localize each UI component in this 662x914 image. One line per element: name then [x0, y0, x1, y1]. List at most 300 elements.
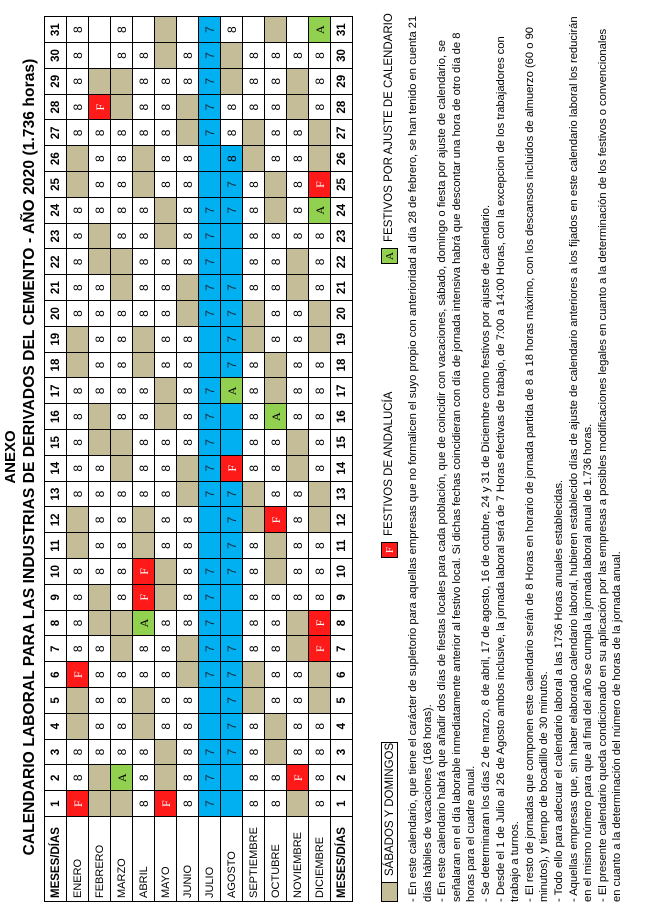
month-row — [287, 17, 309, 902]
weekend-cell — [133, 146, 155, 172]
weekend-cell — [155, 559, 177, 585]
work-day-cell: 8 — [111, 507, 133, 533]
weekend-cell — [133, 507, 155, 533]
weekend-cell — [309, 301, 331, 327]
day-number: 14 — [331, 455, 353, 481]
weekend-cell — [89, 404, 111, 430]
intensive-day-cell: 7 — [221, 481, 243, 507]
intensive-day-cell: 7 — [221, 197, 243, 223]
note-paragraph: - Se determinaran los días 2 de marzo, 8 de abril, 17 de agosto, 16 de octubre, 24 y 31 de Diciembre como festivos por ajuste de calendario. — [479, 204, 492, 902]
weekend-cell — [287, 455, 309, 481]
work-day-cell: 8 — [89, 507, 111, 533]
work-day-cell: 8 — [243, 94, 265, 120]
day-number: 27 — [45, 120, 67, 146]
weekend-cell — [243, 301, 265, 327]
weekend-cell — [221, 430, 243, 456]
work-day-cell: 8 — [309, 378, 331, 404]
work-day-cell: 8 — [133, 481, 155, 507]
work-day-cell: 8 — [265, 68, 287, 94]
work-day-cell: 8 — [265, 223, 287, 249]
andalucia-swatch: F — [381, 542, 398, 558]
intensive-day-cell: 7 — [221, 507, 243, 533]
work-day-cell: 8 — [67, 481, 89, 507]
work-day-cell: 8 — [89, 275, 111, 301]
intensive-day-cell: 7 — [221, 713, 243, 739]
work-day-cell: 8 — [287, 197, 309, 223]
weekend-cell — [177, 94, 199, 120]
day-number: 28 — [331, 94, 353, 120]
note-paragraph: - El presente calendario queda condicionado en su aplicación por las empresas a posibles modificaciones legales en cuanto a la determinación de los festivos o convencionales en cuanto a la determinación del número de horas de la jornada anual. — [596, 28, 624, 902]
work-day-cell: 8 — [133, 662, 155, 688]
day-number: 11 — [331, 533, 353, 559]
work-day-cell: 8 — [133, 404, 155, 430]
weekend-cell — [155, 584, 177, 610]
work-day-cell: 8 — [133, 791, 155, 817]
weekend-cell — [111, 94, 133, 120]
day-number: 7 — [45, 636, 67, 662]
weekend-cell — [67, 146, 89, 172]
page-title: CALENDARIO LABORAL PARA LAS INDUSTRIAS DE DERIVADOS DEL CEMENTO - AÑO 2020 (1.736 horas) — [21, 58, 38, 856]
work-day-cell: 8 — [155, 146, 177, 172]
work-day-cell: 8 — [177, 352, 199, 378]
weekend-cell — [243, 662, 265, 688]
work-day-cell: 8 — [309, 275, 331, 301]
ajuste-swatch: A — [381, 248, 398, 264]
day-number: 8 — [45, 610, 67, 636]
work-day-cell: 8 — [177, 172, 199, 198]
month-row — [221, 17, 243, 902]
weekend-cell — [265, 172, 287, 198]
work-day-cell: 8 — [177, 223, 199, 249]
anexo-heading: ANEXO — [2, 430, 19, 484]
weekend-cell — [111, 791, 133, 817]
weekend-cell — [199, 146, 221, 172]
empty-cell — [133, 17, 155, 43]
work-day-cell: 8 — [265, 326, 287, 352]
weekend-cell — [89, 430, 111, 456]
weekend-cell — [287, 68, 309, 94]
work-day-cell: 8 — [243, 610, 265, 636]
work-day-cell: 8 — [155, 481, 177, 507]
intensive-day-cell: 7 — [221, 662, 243, 688]
month-row — [309, 17, 331, 902]
intensive-day-cell: 7 — [199, 584, 221, 610]
work-day-cell: 8 — [67, 223, 89, 249]
work-day-cell: 8 — [309, 249, 331, 275]
weekend-cell — [111, 430, 133, 456]
month-name: DICIEMBRE — [309, 817, 331, 902]
intensive-day-cell: 7 — [199, 610, 221, 636]
weekend-cell — [177, 636, 199, 662]
work-day-cell: 8 — [89, 481, 111, 507]
work-day-cell: 8 — [155, 120, 177, 146]
work-day-cell: 8 — [287, 713, 309, 739]
day-number: 12 — [45, 507, 67, 533]
work-day-cell: 8 — [111, 172, 133, 198]
work-day-cell: 8 — [155, 430, 177, 456]
work-day-cell: 8 — [111, 352, 133, 378]
work-day-cell: 8 — [155, 713, 177, 739]
work-day-cell: 8 — [133, 120, 155, 146]
work-day-cell: 8 — [243, 765, 265, 791]
work-day-cell: 8 — [67, 455, 89, 481]
work-day-cell: 8 — [111, 223, 133, 249]
weekend-cell — [89, 584, 111, 610]
weekend-cell — [111, 636, 133, 662]
work-day-cell: 8 — [89, 146, 111, 172]
work-day-cell: 8 — [287, 146, 309, 172]
work-day-cell: 8 — [177, 249, 199, 275]
work-day-cell: 8 — [265, 455, 287, 481]
work-day-cell: 8 — [67, 610, 89, 636]
weekend-cell — [221, 223, 243, 249]
month-row — [243, 17, 265, 902]
work-day-cell: 8 — [89, 455, 111, 481]
work-day-cell: 8 — [111, 197, 133, 223]
work-day-cell: 8 — [265, 481, 287, 507]
month-name: JULIO — [199, 817, 221, 902]
work-day-cell: 8 — [265, 43, 287, 69]
work-day-cell: 8 — [155, 249, 177, 275]
day-number: 1 — [45, 791, 67, 817]
work-day-cell: 8 — [243, 378, 265, 404]
day-number: 3 — [45, 739, 67, 765]
work-day-cell: 8 — [243, 172, 265, 198]
weekend-cell — [221, 765, 243, 791]
weekend-cell — [177, 120, 199, 146]
month-row — [199, 17, 221, 902]
work-day-cell: 8 — [309, 68, 331, 94]
day-number: 24 — [45, 197, 67, 223]
work-day-cell: 8 — [177, 688, 199, 714]
work-day-cell: 8 — [67, 43, 89, 69]
work-day-cell: 8 — [133, 275, 155, 301]
ajuste-holiday-cell: A — [221, 378, 243, 404]
work-day-cell: 8 — [111, 584, 133, 610]
work-day-cell: 8 — [265, 662, 287, 688]
day-number: 21 — [45, 275, 67, 301]
weekend-cell — [309, 662, 331, 688]
day-number: 16 — [331, 404, 353, 430]
work-day-cell: 8 — [89, 662, 111, 688]
weekend-cell — [155, 378, 177, 404]
ajuste-legend-label: FESTIVOS POR AJUSTE DE CALENDARIO — [383, 13, 395, 242]
weekend-cell — [177, 481, 199, 507]
weekend-cell — [155, 17, 177, 43]
weekend-cell — [177, 301, 199, 327]
weekend-cell — [67, 172, 89, 198]
note-paragraph: - Todo ello para adecuar el calendario laboral a las 1736 Horas anuales establecidas. — [552, 479, 565, 902]
intensive-day-cell: 7 — [199, 662, 221, 688]
work-day-cell: 8 — [265, 688, 287, 714]
work-day-cell: 8 — [111, 326, 133, 352]
month-name: NOVIEMBRE — [287, 817, 309, 902]
day-number: 19 — [45, 326, 67, 352]
weekend-cell — [89, 223, 111, 249]
work-day-cell: 8 — [287, 223, 309, 249]
day-number: 30 — [45, 43, 67, 69]
work-day-cell: 8 — [111, 120, 133, 146]
work-day-cell: 8 — [287, 688, 309, 714]
intensive-day-cell: 7 — [221, 688, 243, 714]
work-day-cell: 8 — [177, 533, 199, 559]
day-number: 14 — [45, 455, 67, 481]
month-name: JUNIO — [177, 817, 199, 902]
weekend-cell — [67, 713, 89, 739]
intensive-day-cell: 7 — [221, 352, 243, 378]
intensive-day-cell: 7 — [199, 739, 221, 765]
work-day-cell: 8 — [89, 301, 111, 327]
work-day-cell: 8 — [287, 404, 309, 430]
work-day-cell: 8 — [243, 43, 265, 69]
intensive-day-cell: 7 — [199, 68, 221, 94]
andalucia-holiday-cell: F — [67, 791, 89, 817]
intensive-day-cell: 7 — [199, 249, 221, 275]
work-day-cell: 8 — [309, 94, 331, 120]
empty-cell — [287, 17, 309, 43]
day-number: 29 — [45, 68, 67, 94]
day-number: 5 — [331, 688, 353, 714]
day-number: 28 — [45, 94, 67, 120]
weekend-cell — [133, 713, 155, 739]
weekend-cell — [309, 326, 331, 352]
work-day-cell: 8 — [177, 378, 199, 404]
work-day-cell: 8 — [309, 43, 331, 69]
intensive-day-cell: 7 — [199, 94, 221, 120]
work-day-cell: 8 — [265, 791, 287, 817]
work-day-cell: 8 — [67, 120, 89, 146]
work-day-cell: 8 — [89, 197, 111, 223]
intensive-day-cell: 7 — [199, 301, 221, 327]
work-day-cell: 8 — [177, 43, 199, 69]
day-number: 15 — [45, 430, 67, 456]
work-day-cell: 8 — [287, 584, 309, 610]
work-day-cell: 8 — [111, 146, 133, 172]
day-number: 17 — [45, 378, 67, 404]
work-day-cell: 8 — [155, 352, 177, 378]
ajuste-holiday-cell: A — [133, 610, 155, 636]
work-day-cell: 8 — [133, 197, 155, 223]
weekend-cell — [111, 275, 133, 301]
work-day-cell: 8 — [287, 533, 309, 559]
work-day-cell: 8 — [309, 791, 331, 817]
work-day-cell: 8 — [287, 172, 309, 198]
work-day-cell: 8 — [155, 326, 177, 352]
day-number: 19 — [331, 326, 353, 352]
empty-cell — [89, 17, 111, 43]
intensive-day-cell: 7 — [199, 455, 221, 481]
work-day-cell: 8 — [243, 275, 265, 301]
work-day-cell: 8 — [265, 610, 287, 636]
weekend-cell — [287, 249, 309, 275]
andalucia-holiday-cell: F — [309, 172, 331, 198]
weekend-cell — [89, 68, 111, 94]
weekend-cell — [67, 507, 89, 533]
weekend-cell — [67, 352, 89, 378]
weekend-cell — [199, 352, 221, 378]
work-day-cell: 8 — [265, 636, 287, 662]
weekend-cell — [221, 584, 243, 610]
work-day-cell: 8 — [111, 404, 133, 430]
work-day-cell: 8 — [89, 739, 111, 765]
work-day-cell: 8 — [287, 481, 309, 507]
day-number: 6 — [331, 662, 353, 688]
work-day-cell: 8 — [89, 326, 111, 352]
day-number: 3 — [331, 739, 353, 765]
weekend-cell — [177, 455, 199, 481]
intensive-day-cell: 7 — [221, 172, 243, 198]
andalucia-holiday-cell: F — [89, 94, 111, 120]
work-day-cell: 8 — [155, 94, 177, 120]
work-day-cell: 8 — [133, 68, 155, 94]
weekend-cell — [221, 68, 243, 94]
work-day-cell: 8 — [177, 404, 199, 430]
day-number: 9 — [45, 584, 67, 610]
andalucia-holiday-cell: F — [265, 507, 287, 533]
day-number: 15 — [331, 430, 353, 456]
weekend-cell — [133, 172, 155, 198]
andalucia-legend-label: FESTIVOS DE ANDALUCÍA — [383, 391, 395, 536]
intensive-day-cell: 7 — [199, 404, 221, 430]
calendar-table — [44, 16, 353, 902]
work-day-cell: 8 — [177, 430, 199, 456]
work-day-cell: 8 — [243, 249, 265, 275]
day-number: 2 — [331, 765, 353, 791]
work-day-cell: 8 — [265, 275, 287, 301]
work-day-cell: 8 — [155, 68, 177, 94]
intensive-day-cell: 7 — [199, 430, 221, 456]
work-day-cell: 8 — [265, 430, 287, 456]
work-day-cell: 8 — [133, 455, 155, 481]
work-day-cell: 8 — [89, 636, 111, 662]
intensive-day-cell: 7 — [199, 791, 221, 817]
work-day-cell: 8 — [265, 249, 287, 275]
weekend-cell — [89, 791, 111, 817]
weekend-cell — [199, 713, 221, 739]
work-day-cell: 8 — [155, 172, 177, 198]
weekend-cell — [309, 688, 331, 714]
day-number: 26 — [45, 146, 67, 172]
intensive-day-cell: 7 — [221, 275, 243, 301]
day-number: 12 — [331, 507, 353, 533]
day-number: 11 — [45, 533, 67, 559]
work-day-cell: 8 — [67, 197, 89, 223]
month-name: MAYO — [155, 817, 177, 902]
weekend-cell — [309, 507, 331, 533]
weekend-cell — [111, 610, 133, 636]
day-number: 23 — [331, 223, 353, 249]
work-day-cell: 8 — [221, 17, 243, 43]
work-day-cell: 8 — [243, 430, 265, 456]
day-number: 25 — [331, 172, 353, 198]
work-day-cell: 8 — [155, 301, 177, 327]
intensive-day-cell: 7 — [199, 17, 221, 43]
intensive-day-cell: 7 — [221, 636, 243, 662]
empty-cell — [89, 43, 111, 69]
day-number: 13 — [331, 481, 353, 507]
day-number: 10 — [331, 559, 353, 585]
day-number: 10 — [45, 559, 67, 585]
weekend-cell — [155, 43, 177, 69]
work-day-cell: 8 — [111, 713, 133, 739]
work-day-cell: 8 — [111, 533, 133, 559]
day-number: 26 — [331, 146, 353, 172]
ajuste-holiday-cell: A — [265, 404, 287, 430]
day-number: 31 — [45, 17, 67, 43]
day-number: 16 — [45, 404, 67, 430]
weekend-cell — [265, 739, 287, 765]
work-day-cell: 8 — [177, 68, 199, 94]
work-day-cell: 8 — [287, 326, 309, 352]
work-day-cell: 8 — [243, 404, 265, 430]
weekend-cell — [287, 791, 309, 817]
day-number: 21 — [331, 275, 353, 301]
work-day-cell: 8 — [67, 739, 89, 765]
note-paragraph: - En este calendario habrá que añadir dos días de fiestas locales para cada población, que de coincidir con vacaciones, sábado, domingo o fiesta por ajuste de calendario, se señalaran en el día laborable inmediatamente anterior al festivo local. Si dichas fechas coincidieran con día de jornada intensiva habrá que descontar una hora de otro día de 8 horas para el cuadre anual. — [436, 32, 478, 902]
andalucia-holiday-cell: F — [67, 662, 89, 688]
day-number: 29 — [331, 68, 353, 94]
work-day-cell: 8 — [177, 791, 199, 817]
work-day-cell: 8 — [177, 507, 199, 533]
work-day-cell: 8 — [111, 43, 133, 69]
ajuste-holiday-cell: A — [111, 765, 133, 791]
day-number: 9 — [331, 584, 353, 610]
work-day-cell: 8 — [309, 223, 331, 249]
work-day-cell: 8 — [133, 249, 155, 275]
weekend-cell — [265, 713, 287, 739]
day-number: 6 — [45, 662, 67, 688]
work-day-cell: 8 — [265, 765, 287, 791]
work-day-cell: 8 — [243, 739, 265, 765]
work-day-cell: 8 — [221, 94, 243, 120]
intensive-day-cell: 7 — [199, 636, 221, 662]
intensive-day-cell: 7 — [221, 326, 243, 352]
month-row — [67, 17, 89, 902]
weekend-cell — [199, 507, 221, 533]
andalucia-holiday-cell: F — [133, 584, 155, 610]
work-day-cell: 8 — [243, 791, 265, 817]
work-day-cell: 8 — [67, 249, 89, 275]
weekend-cell — [265, 197, 287, 223]
work-day-cell: 8 — [243, 584, 265, 610]
andalucia-holiday-cell: F — [309, 610, 331, 636]
intensive-day-cell: 7 — [199, 43, 221, 69]
work-day-cell: 8 — [243, 636, 265, 662]
work-day-cell: 8 — [177, 739, 199, 765]
day-number: 22 — [45, 249, 67, 275]
work-day-cell: 8 — [155, 275, 177, 301]
work-day-cell: 8 — [309, 765, 331, 791]
work-day-cell: 8 — [309, 352, 331, 378]
weekend-cell — [243, 326, 265, 352]
andalucia-holiday-cell: F — [287, 765, 309, 791]
note-paragraph: - Desde el 1 de Julio al 26 de Agosto ambos inclusive, la jornada laboral será de 7 Horas efectivas de trabajo, de 7:00 a 14:00 Horas, con la excepcion de los trabajadores con trabajo a turnos. — [494, 36, 522, 902]
month-row — [89, 17, 111, 902]
work-day-cell: 8 — [111, 17, 133, 43]
work-day-cell: 8 — [89, 713, 111, 739]
work-day-cell: 8 — [89, 352, 111, 378]
day-number: 17 — [331, 378, 353, 404]
month-row — [177, 17, 199, 902]
work-day-cell: 8 — [265, 94, 287, 120]
work-day-cell: 8 — [67, 430, 89, 456]
weekend-cell — [243, 481, 265, 507]
month-name: FEBRERO — [89, 817, 111, 902]
month-name: OCTUBRE — [265, 817, 287, 902]
day-number: 20 — [45, 301, 67, 327]
weekend-cell — [243, 146, 265, 172]
work-day-cell: 8 — [133, 223, 155, 249]
